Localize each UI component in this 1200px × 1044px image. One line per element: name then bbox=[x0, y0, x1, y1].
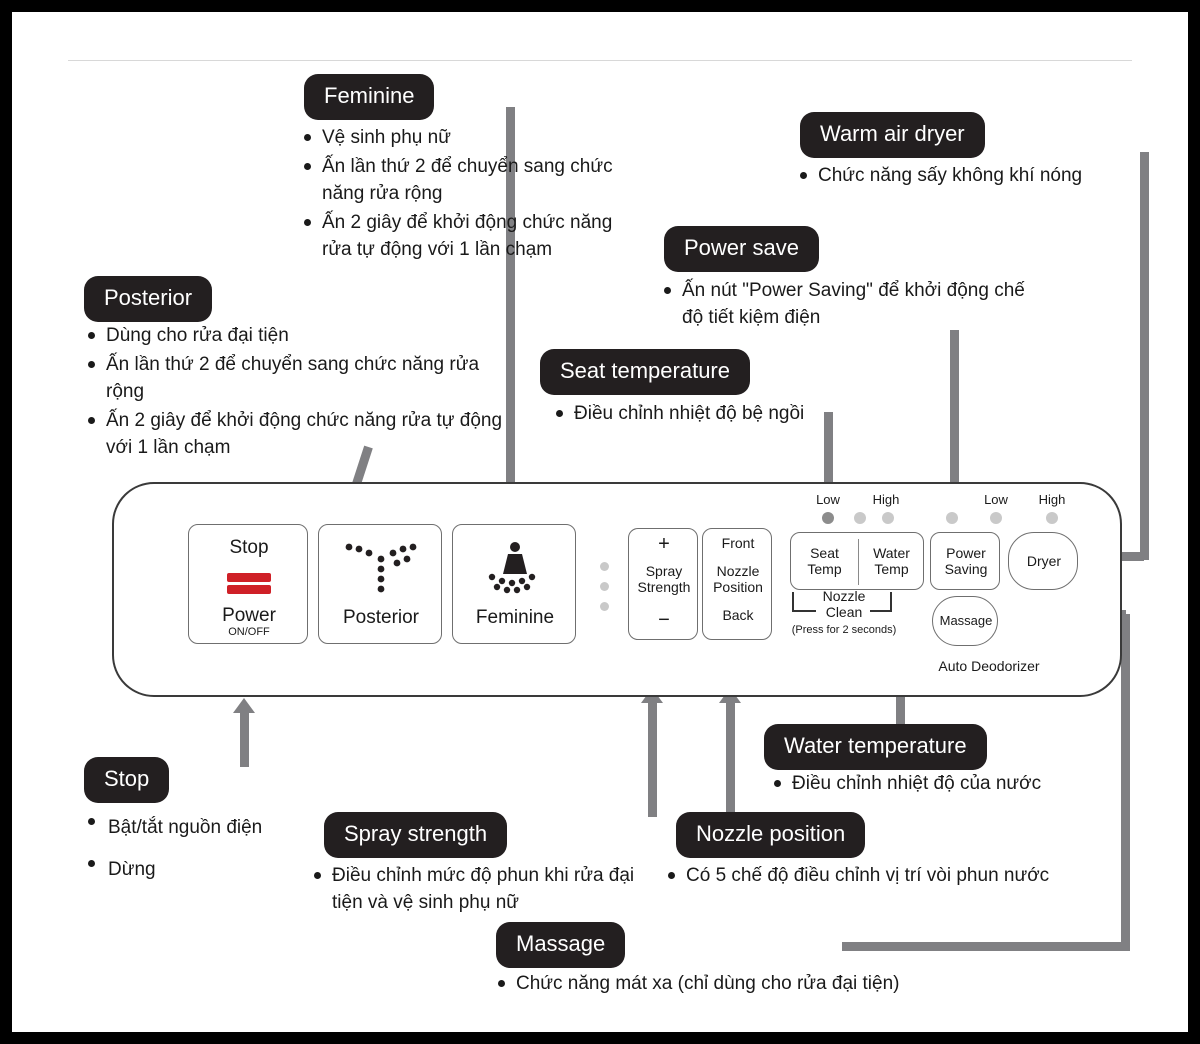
list-item: Ấn lần thứ 2 để chuyển sang chức năng rửa rộng bbox=[84, 351, 514, 405]
nozzle-position-button[interactable] bbox=[702, 528, 772, 640]
nozzle-label-1: Nozzle bbox=[716, 563, 760, 579]
spray-level-indicator bbox=[600, 562, 609, 622]
arrow-stop bbox=[240, 712, 249, 767]
water-temp-label-1: Water bbox=[873, 545, 910, 561]
callout-title-posterior: Posterior bbox=[84, 276, 212, 322]
list-item: Điều chỉnh nhiệt độ bệ ngồi bbox=[552, 400, 882, 427]
list-item: Vệ sinh phụ nữ bbox=[300, 124, 630, 151]
callout-title-seat-temperature: Seat temperature bbox=[540, 349, 750, 395]
scale-left-dot-2 bbox=[854, 512, 866, 524]
callout-title-stop: Stop bbox=[84, 757, 169, 803]
list-item: Ấn 2 giây để khởi động chức năng rửa tự động với 1 lần chạm bbox=[84, 407, 514, 461]
callout-body-seat-temperature bbox=[552, 400, 882, 429]
massage-label: Massage bbox=[939, 613, 993, 628]
list-item: Dừng bbox=[84, 850, 344, 890]
top-divider bbox=[68, 60, 1132, 61]
arrow-spray bbox=[648, 702, 657, 817]
posterior-icon bbox=[341, 539, 421, 597]
callout-body-water-temperature bbox=[770, 770, 1130, 799]
posterior-button-label: Posterior bbox=[342, 607, 420, 628]
power-icon-2 bbox=[227, 585, 271, 594]
callout-title-nozzle-position: Nozzle position bbox=[676, 812, 865, 858]
seat-temp-label-2: Temp bbox=[807, 561, 842, 577]
scale-left-high-label: High bbox=[872, 492, 900, 507]
power-saving-button[interactable] bbox=[930, 532, 1000, 590]
callout-body-posterior bbox=[84, 322, 514, 463]
scale-left-dot-3 bbox=[882, 512, 894, 524]
callout-body-stop bbox=[84, 808, 344, 892]
list-item: Ấn 2 giây để khởi động chức năng rửa tự động với 1 lần chạm bbox=[300, 209, 630, 263]
spray-strength-button[interactable] bbox=[628, 528, 698, 640]
arrow-nozzle bbox=[726, 702, 735, 817]
callout-title-power-save: Power save bbox=[664, 226, 819, 272]
nozzle-clean-bracket-right bbox=[890, 592, 892, 612]
dryer-button[interactable] bbox=[1008, 532, 1078, 590]
scale-left-dot-1 bbox=[822, 512, 834, 524]
power-saving-label-1: Power bbox=[946, 545, 986, 561]
callout-title-warm-air-dryer: Warm air dryer bbox=[800, 112, 985, 158]
massage-button[interactable] bbox=[932, 596, 998, 646]
power-saving-label-2: Saving bbox=[944, 561, 988, 577]
callout-title-water-temperature: Water temperature bbox=[764, 724, 987, 770]
diagram-canvas bbox=[12, 12, 1188, 1032]
callout-body-spray-strength bbox=[310, 862, 660, 918]
nozzle-clean-bracket-bottom bbox=[792, 610, 816, 612]
list-item: Chức năng sấy không khí nóng bbox=[796, 162, 1136, 189]
scale-right-dot-2 bbox=[990, 512, 1002, 524]
feminine-button[interactable] bbox=[452, 524, 576, 644]
callout-body-feminine bbox=[300, 124, 630, 265]
temp-button-group[interactable] bbox=[790, 532, 924, 590]
list-item: Ấn nút "Power Saving" để khởi động chế độ tiết kiệm điện bbox=[660, 277, 1050, 331]
callout-title-spray-strength: Spray strength bbox=[324, 812, 507, 858]
scale-right-dot-1 bbox=[946, 512, 958, 524]
posterior-button[interactable] bbox=[318, 524, 442, 644]
list-item: Điều chỉnh mức độ phun khi rửa đại tiện và vệ sinh phụ nữ bbox=[310, 862, 660, 916]
spray-plus-label: + bbox=[658, 533, 670, 555]
callout-body-warm-air-dryer bbox=[796, 162, 1136, 191]
stop-label: Stop bbox=[229, 537, 269, 558]
control-panel bbox=[112, 482, 1122, 697]
callout-title-massage: Massage bbox=[496, 922, 625, 968]
stop-power-button[interactable] bbox=[188, 524, 308, 644]
list-item: Dùng cho rửa đại tiện bbox=[84, 322, 514, 349]
spray-label-1: Spray bbox=[645, 563, 683, 579]
auto-deodorizer-label: Auto Deodorizer bbox=[938, 658, 1040, 674]
scale-left-low-label: Low bbox=[816, 492, 840, 507]
feminine-button-label: Feminine bbox=[475, 607, 555, 628]
list-item: Ấn lần thứ 2 để chuyển sang chức năng rửa rộng bbox=[300, 153, 630, 207]
nozzle-back-label: Back bbox=[722, 607, 754, 623]
arrow-power-save bbox=[950, 330, 959, 485]
seat-temp-label-1: Seat bbox=[810, 545, 839, 561]
callout-title-feminine: Feminine bbox=[304, 74, 434, 120]
dryer-label: Dryer bbox=[1026, 553, 1062, 569]
scale-right-low-label: Low bbox=[984, 492, 1008, 507]
nozzle-clean-note: (Press for 2 seconds) bbox=[791, 624, 897, 636]
water-temp-label-2: Temp bbox=[874, 561, 909, 577]
arrow-dryer-vertical bbox=[1140, 152, 1149, 560]
list-item: Chức năng mát xa (chỉ dùng cho rửa đại tiện) bbox=[494, 970, 994, 997]
callout-body-massage bbox=[494, 970, 994, 999]
nozzle-clean-label-1: Nozzle bbox=[822, 588, 866, 604]
feminine-icon bbox=[478, 539, 552, 597]
arrow-stop-tip bbox=[233, 698, 255, 713]
spray-minus-label: − bbox=[658, 609, 670, 631]
nozzle-clean-label-2: Clean bbox=[825, 604, 863, 620]
list-item: Có 5 chế độ điều chỉnh vị trí vòi phun nước bbox=[664, 862, 1104, 889]
power-icon bbox=[227, 573, 271, 582]
callout-body-nozzle-position bbox=[664, 862, 1104, 891]
nozzle-label-2: Position bbox=[713, 579, 763, 595]
nozzle-clean-bracket-left bbox=[792, 592, 794, 612]
arrow-massage-horizontal bbox=[842, 942, 1130, 951]
onoff-label: ON/OFF bbox=[228, 626, 270, 638]
list-item: Điều chỉnh nhiệt độ của nước bbox=[770, 770, 1130, 797]
power-label: Power bbox=[222, 605, 276, 626]
spray-label-2: Strength bbox=[637, 579, 691, 595]
nozzle-front-label: Front bbox=[721, 535, 755, 551]
scale-right-high-label: High bbox=[1038, 492, 1066, 507]
scale-right-dot-3 bbox=[1046, 512, 1058, 524]
callout-body-power-save bbox=[660, 277, 1050, 333]
list-item: Bật/tắt nguồn điện bbox=[84, 808, 344, 848]
